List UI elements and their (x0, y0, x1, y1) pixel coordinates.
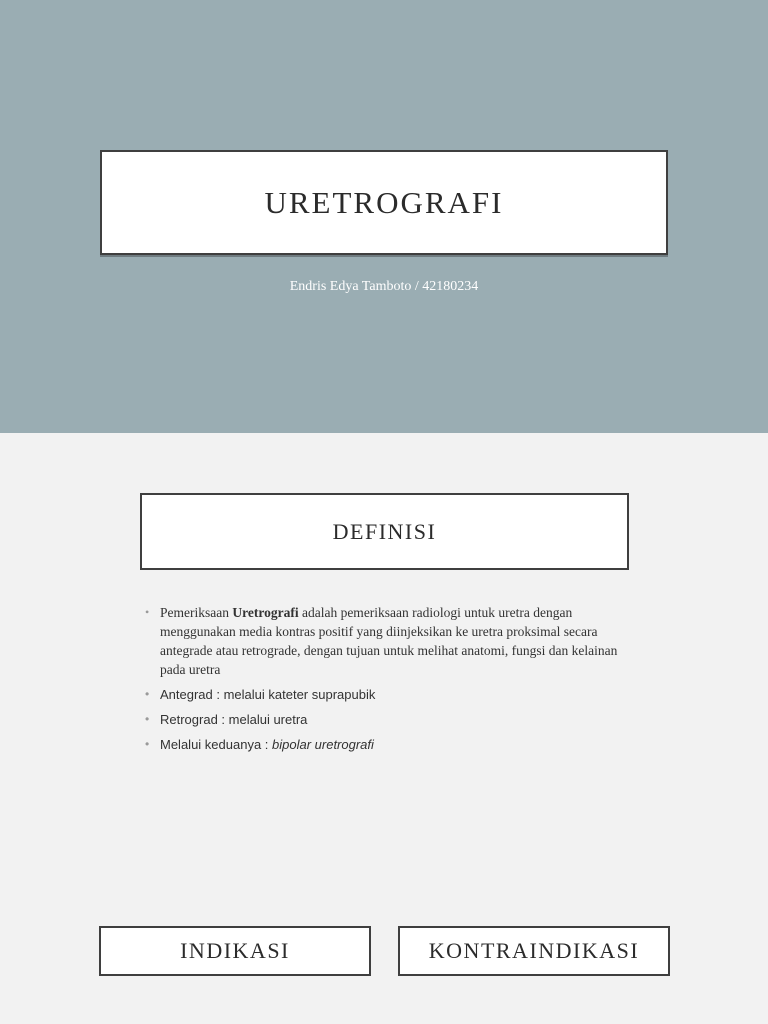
indikasi-heading: INDIKASI (180, 938, 290, 963)
slide-subtitle: Endris Edya Tamboto / 42180234 (289, 279, 479, 294)
bullet-icon: • (145, 712, 150, 726)
bullet-text: Retrograd : melalui uretra (160, 712, 308, 727)
title-slide (0, 0, 768, 433)
content-slide (0, 433, 768, 1024)
indikasi-heading-box (99, 926, 371, 976)
definisi-heading-box (140, 493, 629, 570)
list-item (145, 710, 625, 729)
list-item (145, 685, 625, 704)
list-item (145, 603, 625, 679)
kontraindikasi-heading-box (398, 926, 670, 976)
bullet-icon: • (145, 605, 150, 619)
definisi-heading: DEFINISI (332, 518, 437, 544)
bullet-list (145, 603, 625, 760)
bullet-text-italic: bipolar uretrografi (272, 737, 374, 752)
bullet-icon: • (145, 687, 150, 701)
kontraindikasi-heading: KONTRAINDIKASI (428, 938, 640, 963)
slide-title: URETROGRAFI (264, 184, 504, 220)
bullet-text-post: adalah pemeriksaan radiologi untuk uretra dengan menggunakan media kontras positif yang diinjeksikan ke uretra proksimal secara antegrade atau retrograde, dengan tujuan untuk melihat anatomi, fungsi dan kelainan pada uretra (160, 605, 618, 677)
bullet-text-bold: Uretrografi (232, 605, 299, 620)
list-item (145, 735, 625, 754)
title-box (100, 150, 668, 255)
bullet-text: Antegrad : melalui kateter suprapubik (160, 687, 376, 702)
bullet-icon: • (145, 737, 150, 751)
bullet-text-pre: Melalui keduanya : (160, 737, 273, 752)
bullet-text-pre: Pemeriksaan (160, 605, 233, 620)
